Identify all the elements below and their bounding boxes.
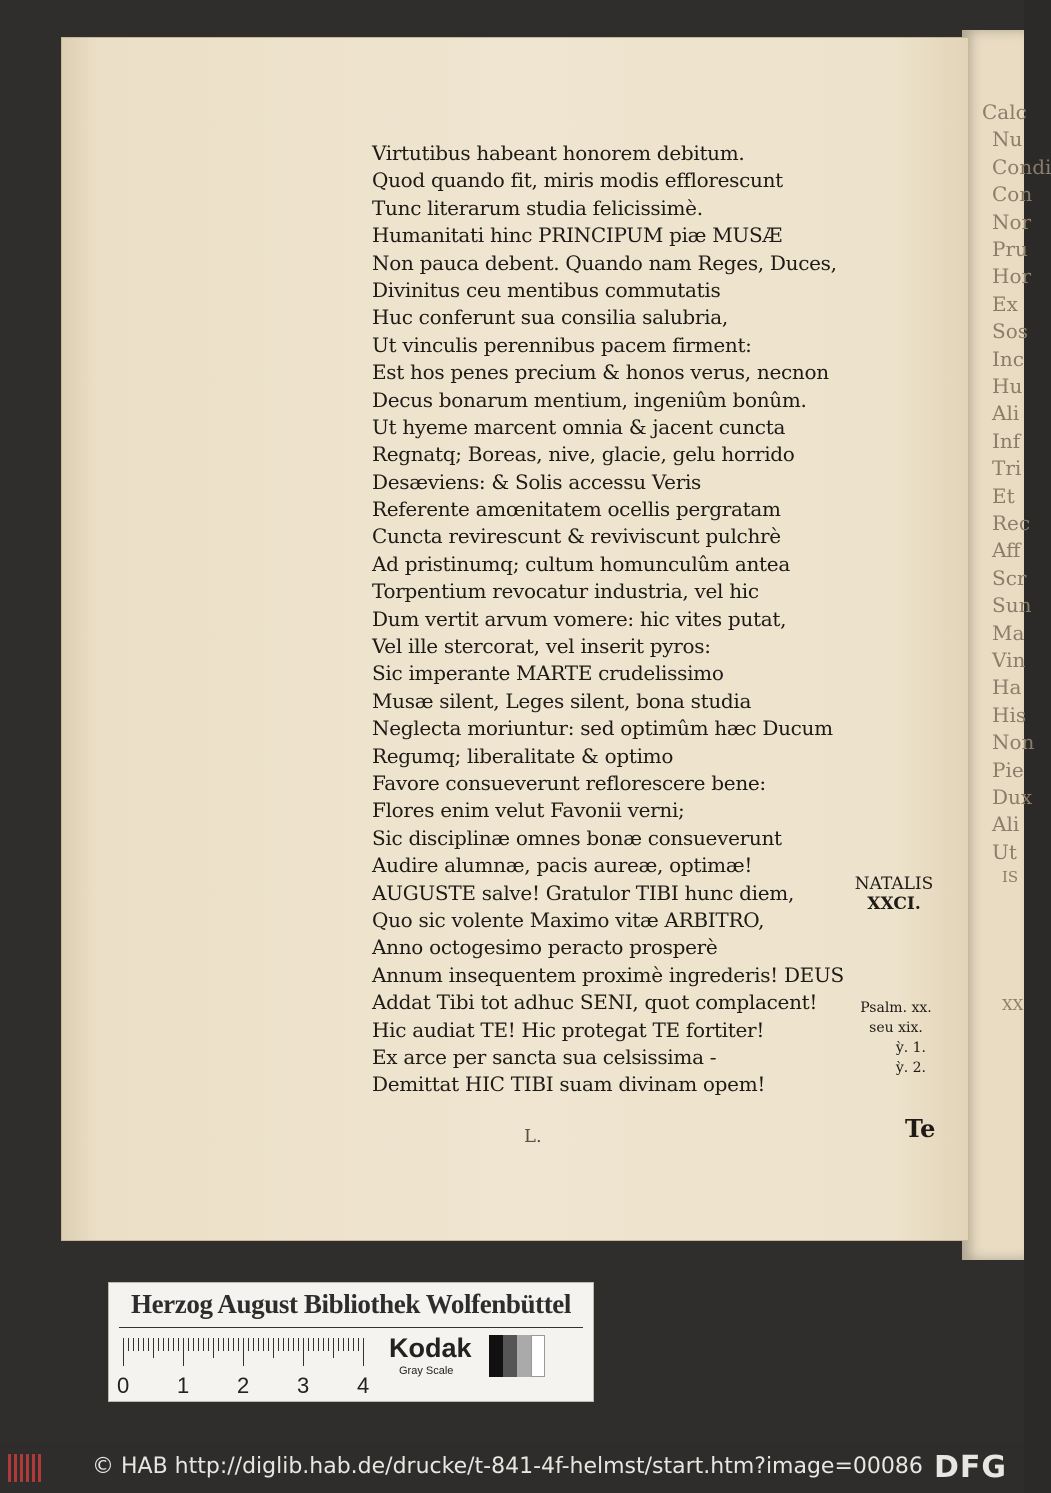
adjacent-page-fragment: Con [992, 182, 1033, 207]
hab-logo-icon [8, 1454, 44, 1482]
signature-mark: L. [524, 1126, 542, 1147]
ruler-tick [338, 1338, 339, 1351]
ruler-tick [283, 1338, 284, 1351]
ruler-divider [119, 1327, 583, 1328]
adjacent-page-fragment: Ali [992, 401, 1020, 426]
text-line: Non pauca debent. Quando nam Reges, Duces, [372, 250, 837, 275]
adjacent-page-edge [962, 30, 1051, 1260]
text-line: Huc conferunt sua consilia salubria, [372, 305, 728, 330]
adjacent-page-margin: XX [1002, 996, 1024, 1014]
book-page [62, 38, 968, 1240]
ruler-tick [228, 1338, 229, 1351]
text-line: Humanitati hinc PRINCIPUM piæ MUSÆ [372, 223, 783, 248]
adjacent-page-fragment: Ali [992, 812, 1020, 837]
ruler-tick [363, 1338, 364, 1366]
text-line: Decus bonarum mentium, ingeniûm bonûm. [372, 387, 807, 412]
ruler-number: 1 [177, 1373, 190, 1398]
ruler-tick [203, 1338, 204, 1351]
dfg-logo: DFG [934, 1450, 1008, 1485]
gray-scale-label: Gray Scale [399, 1365, 454, 1377]
ruler-tick [128, 1338, 129, 1351]
text-line: Neglecta moriuntur: sed optimûm hæc Ducum [372, 716, 833, 741]
ruler-tick [253, 1338, 254, 1351]
ruler-tick [138, 1338, 139, 1351]
ruler-tick [208, 1338, 209, 1351]
gray-swatch [531, 1335, 545, 1377]
adjacent-page-fragment: Sos [992, 319, 1029, 344]
ruler-number: 3 [297, 1373, 310, 1398]
ruler-number: 2 [237, 1373, 250, 1398]
margin-psalm-line: seu xix. [869, 1020, 923, 1036]
footer-bar [0, 1442, 1024, 1493]
ruler-tick [278, 1338, 279, 1351]
text-line: Virtutibus habeant honorem debitum. [372, 141, 745, 165]
text-line: Referente amœnitatem ocellis pergratam [372, 497, 781, 522]
text-line: Sic imperante MARTE crudelissimo [372, 661, 724, 686]
adjacent-page-fragment: Ut [992, 839, 1017, 864]
ruler-tick [238, 1338, 239, 1351]
gray-swatch [489, 1335, 503, 1377]
text-line: Vel ille stercorat, vel inserit pyros: [372, 634, 711, 659]
gray-swatch [517, 1335, 531, 1377]
ruler-tick [353, 1338, 354, 1351]
ruler-tick [348, 1338, 349, 1351]
text-line: Ut hyeme marcent omnia & jacent cuncta [372, 414, 786, 439]
ruler-tick [268, 1338, 269, 1351]
text-line: Flores enim velut Favonii verni; [372, 798, 685, 823]
color-calibration-card [108, 1282, 594, 1402]
ruler-tick [243, 1338, 244, 1366]
ruler-tick [158, 1338, 159, 1351]
ruler-tick [263, 1338, 264, 1351]
ruler-tick [303, 1338, 304, 1366]
margin-natalis-line: NATALIS [854, 874, 934, 894]
ruler-tick [288, 1338, 289, 1351]
adjacent-page-fragment: Inc [992, 346, 1024, 371]
margin-note-natalis [846, 874, 942, 914]
kodak-logo: Kodak [389, 1333, 472, 1363]
margin-psalm-line: ỳ. 1. [895, 1040, 926, 1056]
ruler-tick [133, 1338, 134, 1351]
ruler-tick [328, 1338, 329, 1351]
margin-natalis-line: XXCI. [867, 894, 921, 914]
ruler-tick [173, 1338, 174, 1351]
text-line: Divinitus ceu mentibus commutatis [372, 277, 721, 302]
adjacent-page-fragment: Aff [992, 538, 1021, 563]
text-line: Anno octogesimo peracto prosperè [372, 935, 718, 960]
adjacent-page-fragment: Hor [992, 264, 1032, 289]
text-line: Torpentium revocatur industria, vel hic [372, 579, 759, 604]
ruler-tick [313, 1338, 314, 1351]
gray-swatch [503, 1335, 517, 1377]
ruler-tick [308, 1338, 309, 1351]
adjacent-page-fragment: Calc [982, 100, 1027, 124]
text-line: AUGUSTE salve! Gratulor TIBI hunc diem, [372, 880, 795, 905]
text-line: Sic disciplinæ omnes bonæ consueverunt [372, 825, 782, 850]
ruler-tick [123, 1338, 124, 1366]
adjacent-page-fragment: Ma [992, 620, 1025, 645]
margin-psalm-line: ỳ. 2. [895, 1060, 926, 1076]
ruler-number: 4 [357, 1373, 370, 1398]
text-line: Hic audiat TE! Hic protegat TE fortiter! [372, 1017, 765, 1042]
catchword: Te [905, 1114, 936, 1143]
ruler-tick [178, 1338, 179, 1351]
text-line: Cuncta revirescunt & reviviscunt pulchrè [372, 524, 781, 549]
ruler-tick [218, 1338, 219, 1351]
ruler-tick [323, 1338, 324, 1351]
adjacent-page-fragment: Nu [992, 127, 1023, 152]
adjacent-page-fragment: Sun [992, 593, 1032, 618]
ruler-tick [193, 1338, 194, 1351]
text-line: Est hos penes precium & honos verus, necnon [372, 360, 829, 385]
text-line: Desæviens: & Solis accessu Veris [372, 469, 702, 494]
ruler-tick [183, 1338, 184, 1366]
ruler-tick [148, 1338, 149, 1351]
ruler-tick [298, 1338, 299, 1351]
ruler-tick [358, 1338, 359, 1351]
adjacent-page-fragment: Dux [992, 785, 1033, 809]
adjacent-page-fragment: Nor [992, 209, 1032, 234]
text-line: Quod quando fit, miris modis efflorescunt [372, 168, 783, 193]
text-line: Ex arce per sancta sua celsissima - [372, 1044, 717, 1069]
ruler-tick [258, 1338, 259, 1351]
ruler-tick [143, 1338, 144, 1351]
adjacent-page-fragment: Rec [992, 511, 1031, 535]
ruler-tick [233, 1338, 234, 1351]
margin-psalm-line: Psalm. xx. [860, 1000, 932, 1016]
adjacent-page-fragment: Ha [992, 675, 1022, 700]
adjacent-page-fragment: Vin [992, 648, 1026, 672]
adjacent-page-fragment: Hu [992, 374, 1023, 398]
adjacent-page-fragment: Inf [992, 428, 1021, 453]
text-line: Annum insequentem proximè ingrederis! DEUS [372, 962, 844, 987]
text-line: Regnatq; Boreas, nive, glacie, gelu horrido [372, 442, 795, 467]
ruler-tick [333, 1338, 334, 1358]
text-line: Musæ silent, Leges silent, bona studia [372, 688, 752, 713]
adjacent-page-fragment: Et [992, 483, 1015, 508]
text-line: Ut vinculis perennibus pacem firment: [372, 332, 752, 357]
poem-text [372, 140, 912, 1099]
ruler-tick [223, 1338, 224, 1351]
ruler-tick [343, 1338, 344, 1351]
ruler-tick [318, 1338, 319, 1351]
text-line: Demittat HIC TIBI suam divinam opem! [372, 1072, 766, 1097]
adjacent-page-fragment: Pie [992, 757, 1024, 782]
margin-note-psalm [846, 998, 946, 1078]
text-line: Addat Tibi tot adhuc SENI, quot complacent! [372, 990, 818, 1015]
ruler-tick [153, 1338, 154, 1358]
adjacent-page-fragment: Ex [992, 291, 1018, 316]
text-line: Audire alumnæ, pacis aureæ, optimæ! [372, 853, 753, 878]
library-name: Herzog August Bibliothek Wolfenbüttel [131, 1289, 571, 1319]
ruler-tick [248, 1338, 249, 1351]
adjacent-page-fragment: Scr [992, 565, 1027, 590]
ruler-tick [293, 1338, 294, 1351]
ruler-tick [168, 1338, 169, 1351]
ruler-tick [273, 1338, 274, 1358]
text-line: Tunc literarum studia felicissimè. [372, 195, 703, 220]
adjacent-page-fragment: Tri [992, 456, 1022, 481]
adjacent-page-fragment: Condi [992, 154, 1051, 179]
footer-credit-link[interactable]: © HAB http://diglib.hab.de/drucke/t-841-4f-helmst/start.htm?image=00086 [92, 1454, 923, 1479]
adjacent-page-fragment: Pru [992, 237, 1028, 261]
text-line: Favore consueverunt reflorescere bene: [372, 770, 766, 795]
ruler-tick [198, 1338, 199, 1351]
ruler-number: 0 [117, 1373, 130, 1398]
text-line: Ad pristinumq; cultum homunculûm antea [372, 551, 790, 576]
adjacent-page-margin: IS [1002, 868, 1019, 886]
ruler-ticks [123, 1338, 373, 1366]
text-line: Regumq; liberalitate & optimo [372, 743, 674, 768]
ruler-tick [188, 1338, 189, 1351]
text-line: Quo sic volente Maximo vitæ ARBITRO, [372, 907, 765, 932]
ruler-tick [163, 1338, 164, 1351]
adjacent-page-fragment: His [992, 702, 1027, 727]
text-line: Dum vertit arvum vomere: hic vites putat, [372, 606, 787, 631]
adjacent-page-fragment: Non [992, 730, 1035, 755]
ruler-tick [213, 1338, 214, 1358]
